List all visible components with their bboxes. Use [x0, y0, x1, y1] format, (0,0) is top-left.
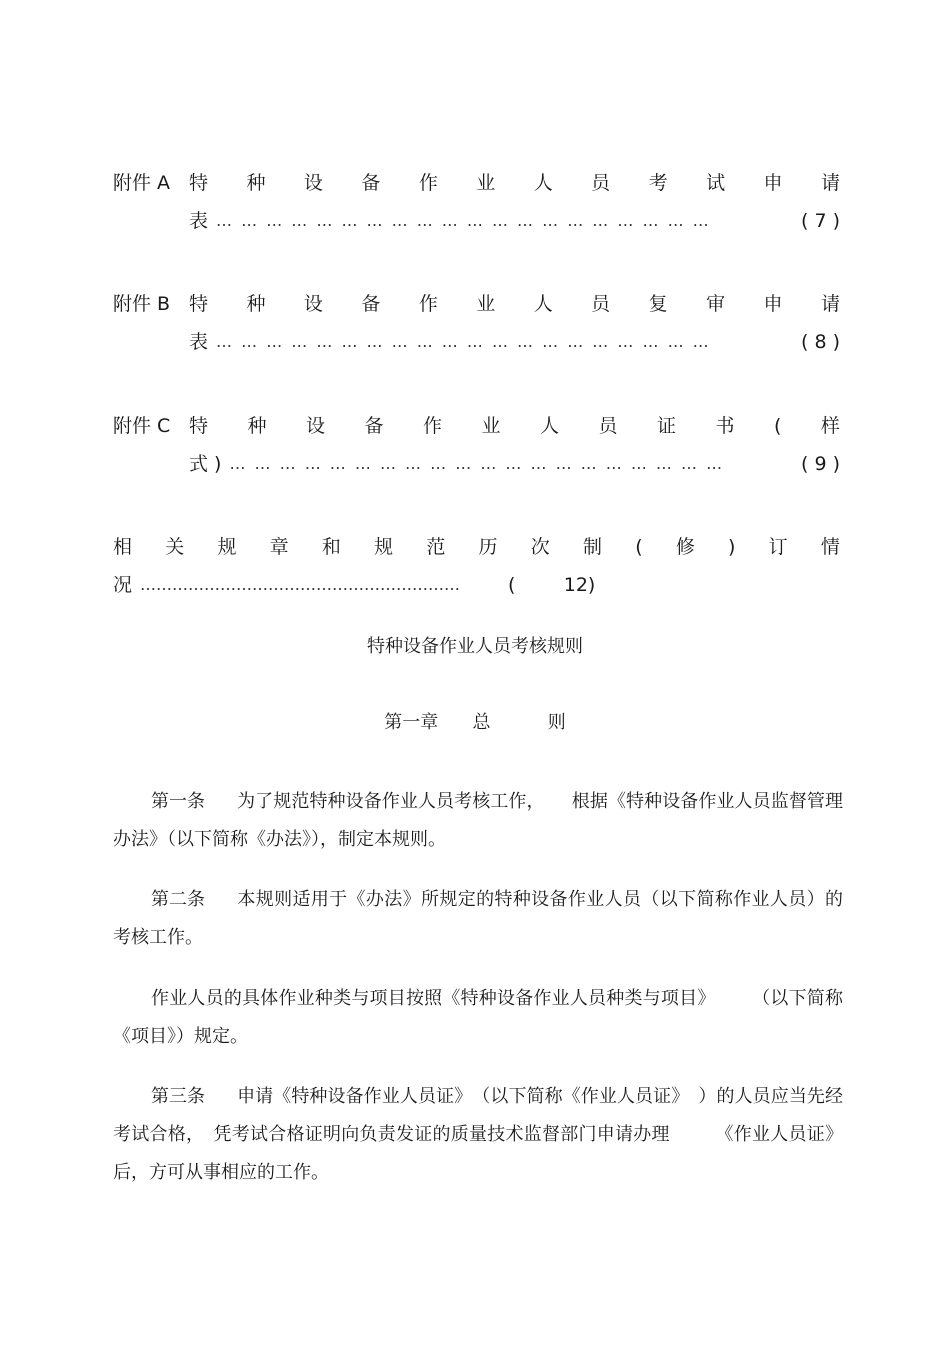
toc-title-char: 业	[481, 415, 501, 437]
article-3	[113, 1078, 843, 1192]
document-title: 特种设备作业人员考核规则	[367, 636, 583, 657]
toc-title-line	[113, 414, 840, 438]
article-2	[113, 881, 843, 957]
article-indent	[113, 889, 151, 910]
toc-title-char: 员	[591, 172, 611, 194]
toc-title-char: 复	[648, 293, 668, 315]
toc-title-line	[113, 535, 840, 559]
toc-page-number: ( 8 )	[801, 331, 840, 353]
article-indent	[113, 988, 151, 1009]
toc-title-char: 章	[269, 536, 289, 558]
toc-continuation-line	[113, 330, 840, 354]
toc-title-char: 备	[361, 293, 381, 315]
toc-continuation: 表	[189, 210, 209, 232]
toc-title-char: (	[635, 536, 643, 558]
toc-title-char: 制	[582, 536, 602, 558]
toc-title-char: 书	[715, 415, 735, 437]
toc-label: 附件 B	[113, 293, 171, 315]
toc-title-char: 情	[820, 536, 840, 558]
toc-continuation: 况	[113, 574, 133, 596]
toc-title-char: 设	[303, 172, 323, 194]
toc-leader-dots: … … … … … … … … … … … … … … … … … … … …	[216, 211, 711, 230]
toc-title-char: 考	[648, 172, 668, 194]
chapter-title: 第一章 总 则	[384, 712, 566, 733]
toc-title-char: 次	[530, 536, 550, 558]
toc-title-char: 作	[418, 172, 438, 194]
toc-label: 附件 A	[113, 172, 171, 194]
article-text: 申请《特种设备作业人员证》 （以下简称《作业人员证》 ）的人员应当先经考试合格， 凭考试合格证明向负责发证的质量技术监督部门申请办理 《作业人员证》后，方可从事相应的工作。	[113, 1086, 843, 1183]
toc-title-char: 人	[533, 293, 553, 315]
toc-title-char: 规	[217, 536, 237, 558]
toc-title-char: 备	[364, 415, 384, 437]
toc-continuation: 表	[189, 331, 209, 353]
toc-title-char: 相	[113, 536, 133, 558]
toc-title-text	[189, 414, 840, 438]
toc-title-char: 修	[675, 536, 695, 558]
toc-title-text	[113, 535, 840, 559]
toc-title-char: )	[728, 536, 736, 558]
toc-continuation: 式 )	[189, 453, 222, 475]
toc-title-char: 关	[165, 536, 185, 558]
toc-title-char: 人	[533, 172, 553, 194]
toc-title-char: 作	[423, 415, 443, 437]
toc-title-char: 申	[763, 293, 783, 315]
toc-title-char: 订	[768, 536, 788, 558]
toc-title-text	[189, 171, 840, 195]
toc-title-char: (	[774, 415, 782, 437]
toc-title-char: 设	[303, 293, 323, 315]
toc-title-char: 种	[247, 415, 267, 437]
toc-title-char: 规	[374, 536, 394, 558]
toc-continuation-line	[113, 209, 840, 233]
article-2-paragraph-2	[113, 980, 843, 1056]
toc-page-number: ( 9 )	[801, 453, 840, 475]
article-label: 第一条	[151, 791, 205, 812]
toc-title-char: 请	[820, 293, 840, 315]
toc-entry-history[interactable]	[113, 535, 840, 597]
toc-title-char: 试	[706, 172, 726, 194]
toc-title-char: 和	[321, 536, 341, 558]
toc-continuation-line	[113, 573, 840, 597]
toc-page-number: ( 7 )	[801, 210, 840, 232]
toc-title-char: 员	[591, 293, 611, 315]
toc-title-char: 样	[820, 415, 840, 437]
toc-title-char: 业	[476, 293, 496, 315]
toc-title-char: 种	[246, 293, 266, 315]
toc-title-line	[113, 292, 840, 316]
toc-entry-c[interactable]	[113, 414, 840, 476]
toc-title-char: 业	[476, 172, 496, 194]
toc-leader-dots: … … … … … … … … … … … … … … … … … … … …	[229, 454, 725, 473]
toc-title-char: 证	[657, 415, 677, 437]
toc-title-char: 特	[189, 415, 209, 437]
toc-title-char: 员	[598, 415, 618, 437]
toc-page-number: ( 12)	[508, 574, 596, 596]
toc-title-char: 特	[189, 172, 209, 194]
toc-title-char: 审	[706, 293, 726, 315]
toc-title-char: 请	[820, 172, 840, 194]
article-text: 作业人员的具体作业种类与项目按照《特种设备作业人员种类与项目》 （以下简称《项目》）规定。	[113, 988, 843, 1047]
toc-label: 附件 C	[113, 415, 171, 437]
toc-title-char: 种	[246, 172, 266, 194]
toc-title-char: 设	[306, 415, 326, 437]
article-indent	[113, 791, 151, 812]
toc-title-char: 范	[426, 536, 446, 558]
toc-title-char: 人	[540, 415, 560, 437]
article-label: 第三条	[151, 1086, 205, 1107]
article-text: 本规则适用于《办法》所规定的特种设备作业人员（以下简称作业人员）的考核工作。	[113, 889, 843, 948]
article-label: 第二条	[151, 889, 205, 910]
toc-continuation-line	[113, 452, 840, 476]
toc-title-line	[113, 171, 840, 195]
article-indent	[113, 1086, 151, 1107]
toc-leader-dots: … … … … … … … … … … … … … … … … … … … …	[216, 332, 711, 351]
toc-title-char: 特	[189, 293, 209, 315]
article-1	[113, 783, 843, 859]
toc-title-char: 历	[478, 536, 498, 558]
toc-entry-b[interactable]	[113, 292, 840, 354]
toc-title-char: 申	[763, 172, 783, 194]
toc-title-char: 作	[418, 293, 438, 315]
article-text: 为了规范特种设备作业人员考核工作， 根据《特种设备作业人员监督管理办法》（以下简称《办法》），制定本规则。	[113, 791, 843, 850]
toc-leader-dots: ……………………………………………………	[140, 575, 461, 594]
toc-title-char: 备	[361, 172, 381, 194]
toc-entry-a[interactable]	[113, 171, 840, 233]
toc-title-text	[189, 292, 840, 316]
